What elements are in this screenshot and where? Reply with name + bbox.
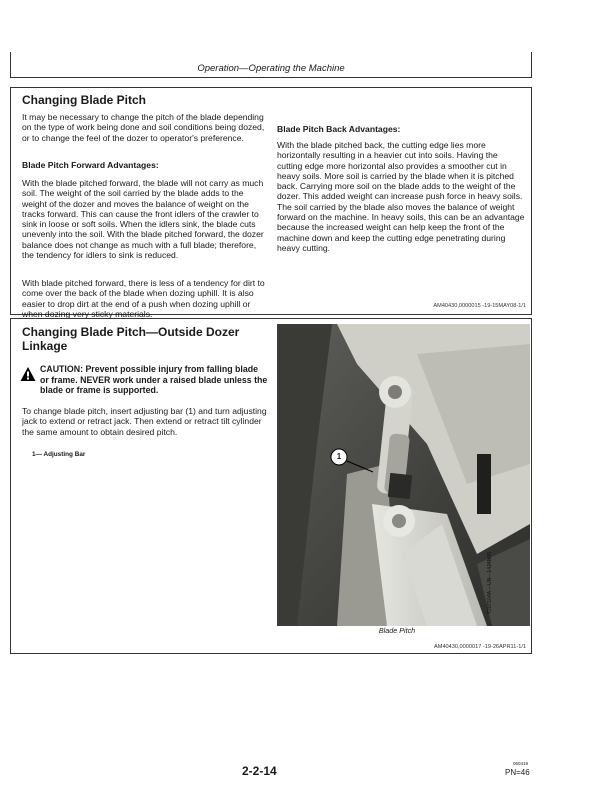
section1-reference: AM40430,0000015 -19-15MAY08-1/1 (433, 303, 526, 309)
image-id: T207104A —UN—14JAN05 (487, 552, 493, 614)
running-header: Operation—Operating the Machine (197, 63, 345, 74)
back-advantages-heading: Blade Pitch Back Advantages: (277, 124, 401, 134)
footer-pn: PN=46 (505, 768, 530, 777)
blade-pitch-photo (277, 324, 530, 626)
section1-title: Changing Blade Pitch (22, 93, 147, 107)
legend-adjusting-bar: 1— Adjusting Bar (32, 451, 86, 458)
callout-1: 1 (336, 452, 342, 461)
caution-icon (20, 366, 36, 382)
forward-advantages-text-2: With blade pitched forward, there is less of a tendency for dirt to come over the back of the blade when dozing uphill. It is also easier to drop dirt at the end of a push when dozing uphill or when dozing very sticky materials. (22, 278, 265, 319)
page-number: 2-2-14 (242, 764, 277, 778)
forward-advantages-text: With the blade pitched forward, the blade will not carry as much soil. The weight of the soil carried by the blade adds to the weight of the dozer and moves the balance of weight on the tracks forward. This can cause the front idlers of the crawler to sink in loose or soft soils. When the idlers sink, the blade cuts unevenly into the soil. With the blade pitched forward, the dozer balance does not change as much with a full blade; therefore, the tendency for idlers to sink is reduced. (22, 178, 264, 261)
photo-caption: Blade Pitch (378, 626, 416, 635)
caution-text: CAUTION: Prevent possible injury from falling blade or frame. NEVER work under a raised blade unless the blade or frame is supported. (40, 364, 268, 396)
forward-advantages-heading: Blade Pitch Forward Advantages: (22, 160, 159, 170)
section2-title: Changing Blade Pitch—Outside Dozer Linkage (22, 325, 240, 353)
section1-intro: It may be necessary to change the pitch of the blade depending on the type of work being done and soil conditions being dozed, or to change the feel of the dozer to operator's preference. (22, 112, 265, 143)
back-advantages-text: With the blade pitched back, the cutting edge lies more horizontally resulting in a heavier cut into soils. Having the cutting edge more horizontal also provides a smoother cut in heavy soils. More soil is carried by the blade when it is pitched back. Carrying more soil on the blade adds to the weight of the dozer. This added weight can increase push force in heavy soils. The soil carried by the blade also moves the balance of weight forward on the machine. In heavy soils, this can be an advantage because the increased weight can help keep the front of the machine down and keep the cutting edge penetrating during heavy cutting. (277, 140, 525, 253)
footer-code: 060419 (513, 761, 529, 766)
section2-reference: AM40430,0000017 -19-26APR11-1/1 (434, 644, 526, 650)
section2-body: To change blade pitch, insert adjusting bar (1) and turn adjusting jack to extend or retract jack. Then extend or retract tilt cylinder the same amount to obtain desired pitch. (22, 406, 267, 437)
